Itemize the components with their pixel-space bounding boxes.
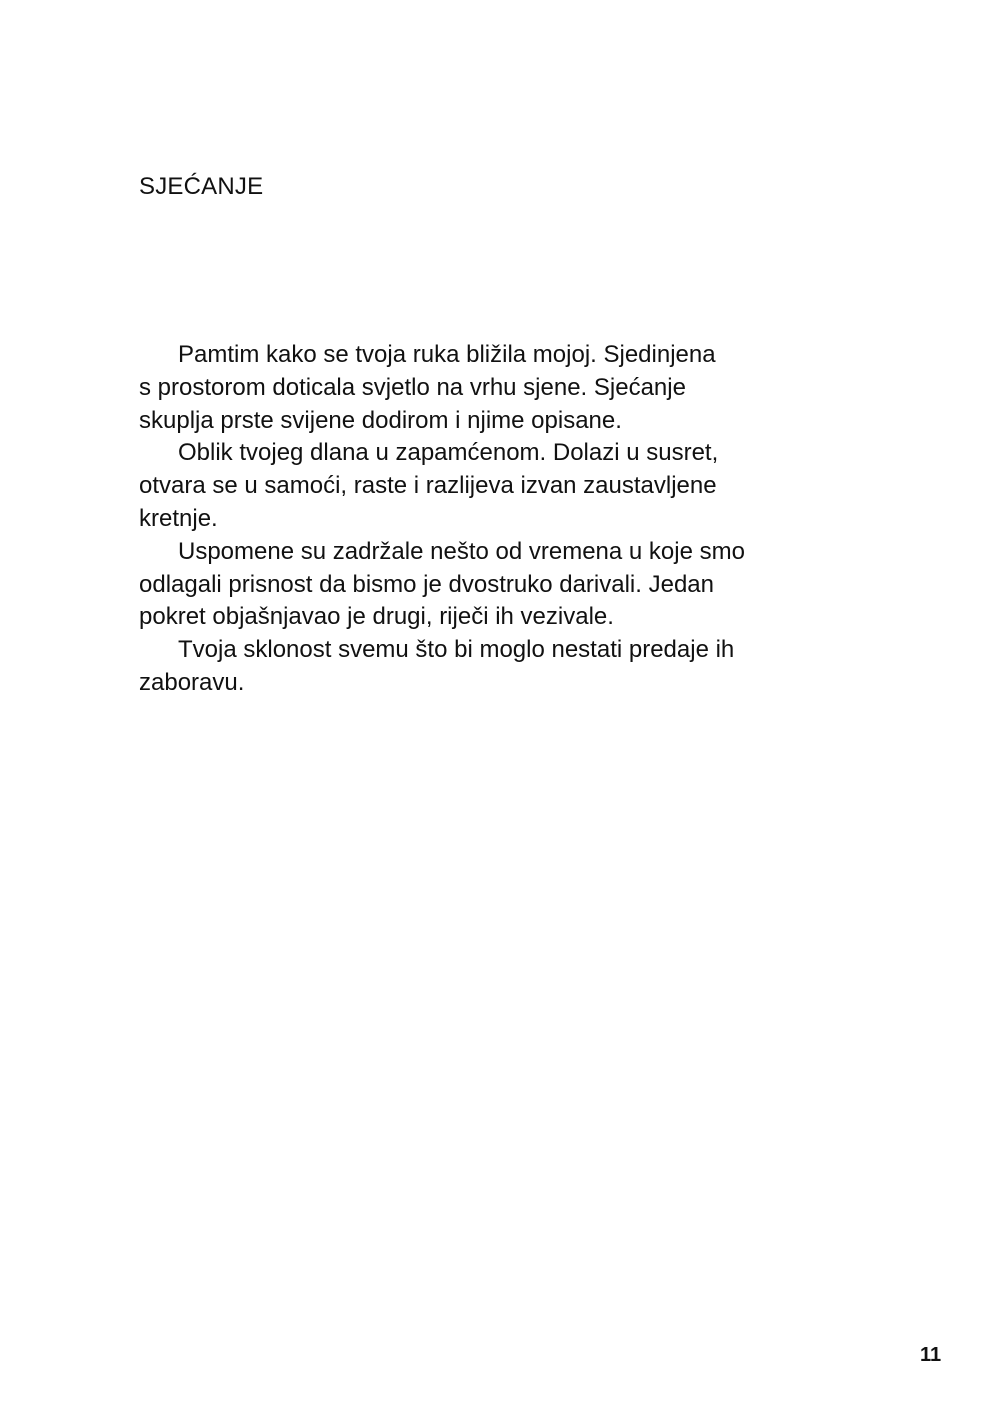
text-line: kretnje. [139,504,218,532]
text-line: otvara se u samoći, raste i razlijeva izvan zaustavljene [139,472,717,500]
poem-body [139,339,859,700]
text-line: Tvoja sklonost svemu što bi moglo nestati predaje ih [178,636,735,664]
text-line: Pamtim kako se tvoja ruka bližila mojoj. Sjedinjena [178,341,716,368]
text-line: zaboravu. [139,668,245,696]
page-number: 11 [920,1344,942,1366]
page-title: SJEĆANJE [139,173,264,200]
text-line: Uspomene su zadržale nešto od vremena u koje smo [178,537,745,565]
text-line: odlagali prisnost da bismo je dvostruko darivali. Jedan [139,570,714,598]
text-line: Oblik tvojeg dlana u zapamćenom. Dolazi u susret, [178,439,719,467]
text-line: skuplja prste svijene dodirom i njime opisane. [139,406,622,434]
text-line: pokret objašnjavao je drugi, riječi ih vezivale. [139,603,614,631]
text-line: s prostorom doticala svjetlo na vrhu sjene. Sjećanje [139,373,686,401]
